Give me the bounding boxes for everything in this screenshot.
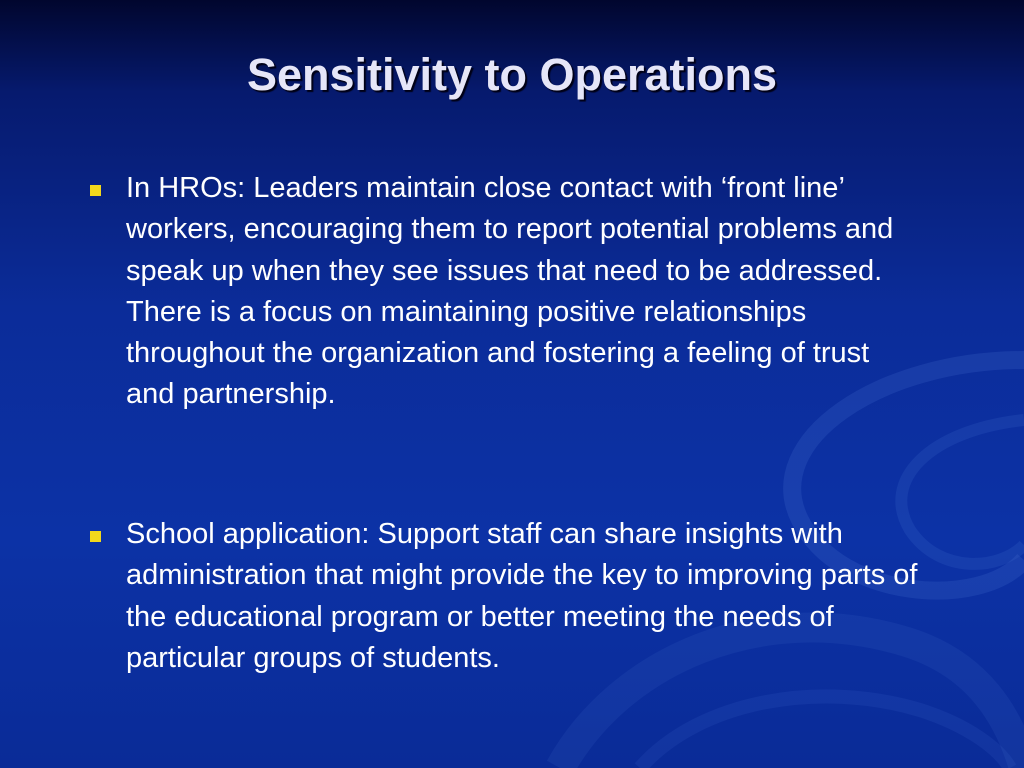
slide-title: Sensitivity to Operations <box>246 49 778 100</box>
square-bullet-icon <box>90 531 101 542</box>
bullet-text: School application: Support staff can share insights with administration that might provide the key to improving parts of the educational program or better meeting the needs of particular groups of students. <box>126 518 918 674</box>
square-bullet-icon <box>90 185 101 196</box>
bullet-item-hros <box>90 168 920 416</box>
bullet-text: In HROs: Leaders maintain close contact with ‘front line’ workers, encouraging them to report potential problems and speak up when they see issues that need to be addressed. There is a focus on maintaining positive relationships throughout the organization and fostering a feeling of trust and partnership. <box>126 172 894 411</box>
bullet-item-school-application <box>90 514 920 679</box>
